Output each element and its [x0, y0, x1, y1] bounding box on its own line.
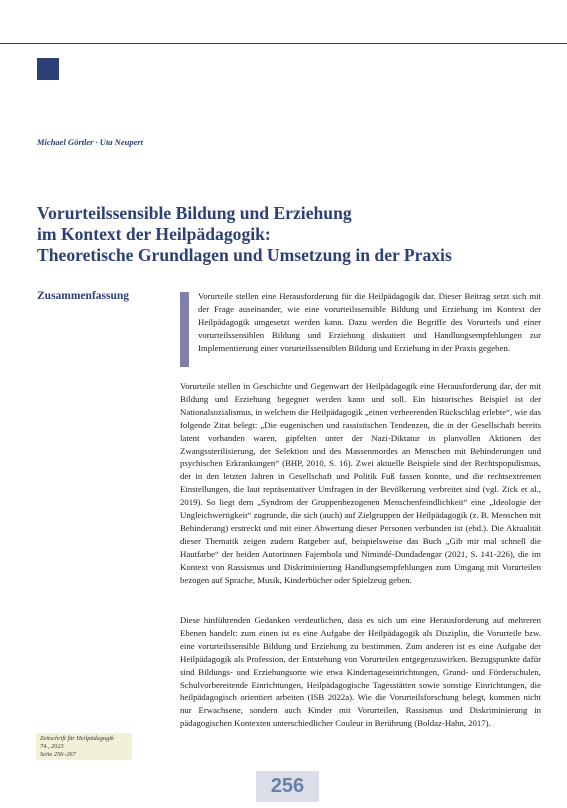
- abstract-accent-bar: [180, 292, 189, 367]
- journal-name: Zeitschrift für Heilpädagogik: [40, 735, 114, 742]
- body-paragraph-2: Diese hinführenden Gedanken verdeutlichen, dass es sich um eine Herausforderung auf mehreren Ebenen handelt: zum einen ist es eine Aufgabe der Heilpädagogik als Disziplin, die Vorurteile bzw. eine vorurteilssensible Bildung und Erziehung zu bestimmen. Zum anderen ist es eine Aufgabe der Heilpädagogik als Profession, der Entstehung von Vorurteilen entgegenzuwirken. Bezugspunkte dafür sind Bildungs- und Erziehungsorte wie etwa Kindertageseinrichtungen, Grund- und Förderschulen, Schulvorbereitende Einrichtungen, Heilpädagogische Tagesstätten sowie sonstige Einrichtungen, die heilpädagogisch orientiert arbeiten (ISB 2022a). Wie die Vorurteilsforschung belegt, kommen nicht nur Erwachsene, sondern auch Kinder mit Vorurteilen, Rassismus und Diskriminierung in pädagogischen Kontexten unterschiedlicher Couleur in Berührung (Boldaz-Hahn, 2017).: [180, 615, 541, 729]
- abstract-text: Vorurteile stellen eine Herausforderung für die Heilpädagogik dar. Dieser Beitrag setzt sich mit der Frage auseinander, wie eine vorurteilssensible Bildung und Erziehung im Kontext der Heilpädagogik umgesetzt werden kann. Dazu werden die Begriffe des Vorurteils und einer vorurteilssensiblen Bildung und Erziehung diskutiert und Handlungsempfehlungen zur Implementierung einer vorurteilssensiblen Bildung und Erziehung in der Praxis gegeben.: [198, 291, 541, 353]
- title-line-1: Vorurteilssensible Bildung und Erziehung: [37, 203, 352, 223]
- abstract-heading: Zusammenfassung: [37, 290, 130, 302]
- article-title: [37, 203, 537, 266]
- title-line-2: im Kontext der Heilpädagogik:: [37, 224, 271, 244]
- body-paragraph-1: Vorurteile stellen in Geschichte und Gegenwart der Heilpädagogik eine Herausforderung dar, der mit Bildung und Erziehung begegnet werden kann und soll. Ein historisches Beispiel ist der Nationalsozialismus, in welchem die Heilpädagogik „einen verheerenden Rückschlag erlebte“, wie das folgende Zitat belegt: „Die eugenischen und rassistischen Tendenzen, die in der Gesellschaft bereits latent vorhanden waren, gipfelten unter der Nazi-Diktatur in planvollen Aktionen der Zwangssterilisierung, der Selektion und des Massenmordes an Menschen mit Behinderungen und psychischen Erkrankungen“ (BHP, 2010, S. 16). Zwei aktuelle Beispiele sind der Rechtspopulismus, der in den letzten Jahren in Gesellschaft und Politik Fuß fassen konnte, und die rechtsextremen Einstellungen, die laut repräsentativer Umfragen in der Bevölkerung verbreitet sind (vgl. Zick et al., 2019). So liegt dem „Syndrom der Gruppenbezogenen Menschenfeindlichkeit“ eine „Ideologie der Ungleichwertigkeit“ zugrunde, die sich (auch) auf Zielgruppen der Heilpädagogik (z. B. Menschen mit Behinderung) erstreckt und mit einer Abwertung dieser Personen verbunden ist (ebd.). Die Aktualität dieser Thematik zeigen zudem Ratgeber auf, beispielsweise das Buch „Gib mir mal schnell die Hautfarbe“ der beiden Autorinnen Fajembola und Nimindé-Dundadengar (2021, S. 141-226), die im Kontext von Rassismus und Diskriminierung Handlungsempfehlungen zum Umgang mit Vorurteilen bezogen auf Sprache, Musik, Kinderbücher oder Spielzeug geben.: [180, 381, 541, 585]
- journal-info-box: [36, 733, 132, 760]
- journal-volume: 74., 2023: [40, 743, 64, 750]
- header-square: [37, 58, 59, 80]
- page-number: 256: [256, 771, 319, 802]
- header-rule: [0, 43, 567, 44]
- author-line: Michael Görtler · Uta Neupert: [37, 137, 144, 147]
- title-line-3: Theoretische Grundlagen und Umsetzung in der Praxis: [37, 245, 452, 265]
- journal-pages: Seite 256–267: [40, 751, 76, 758]
